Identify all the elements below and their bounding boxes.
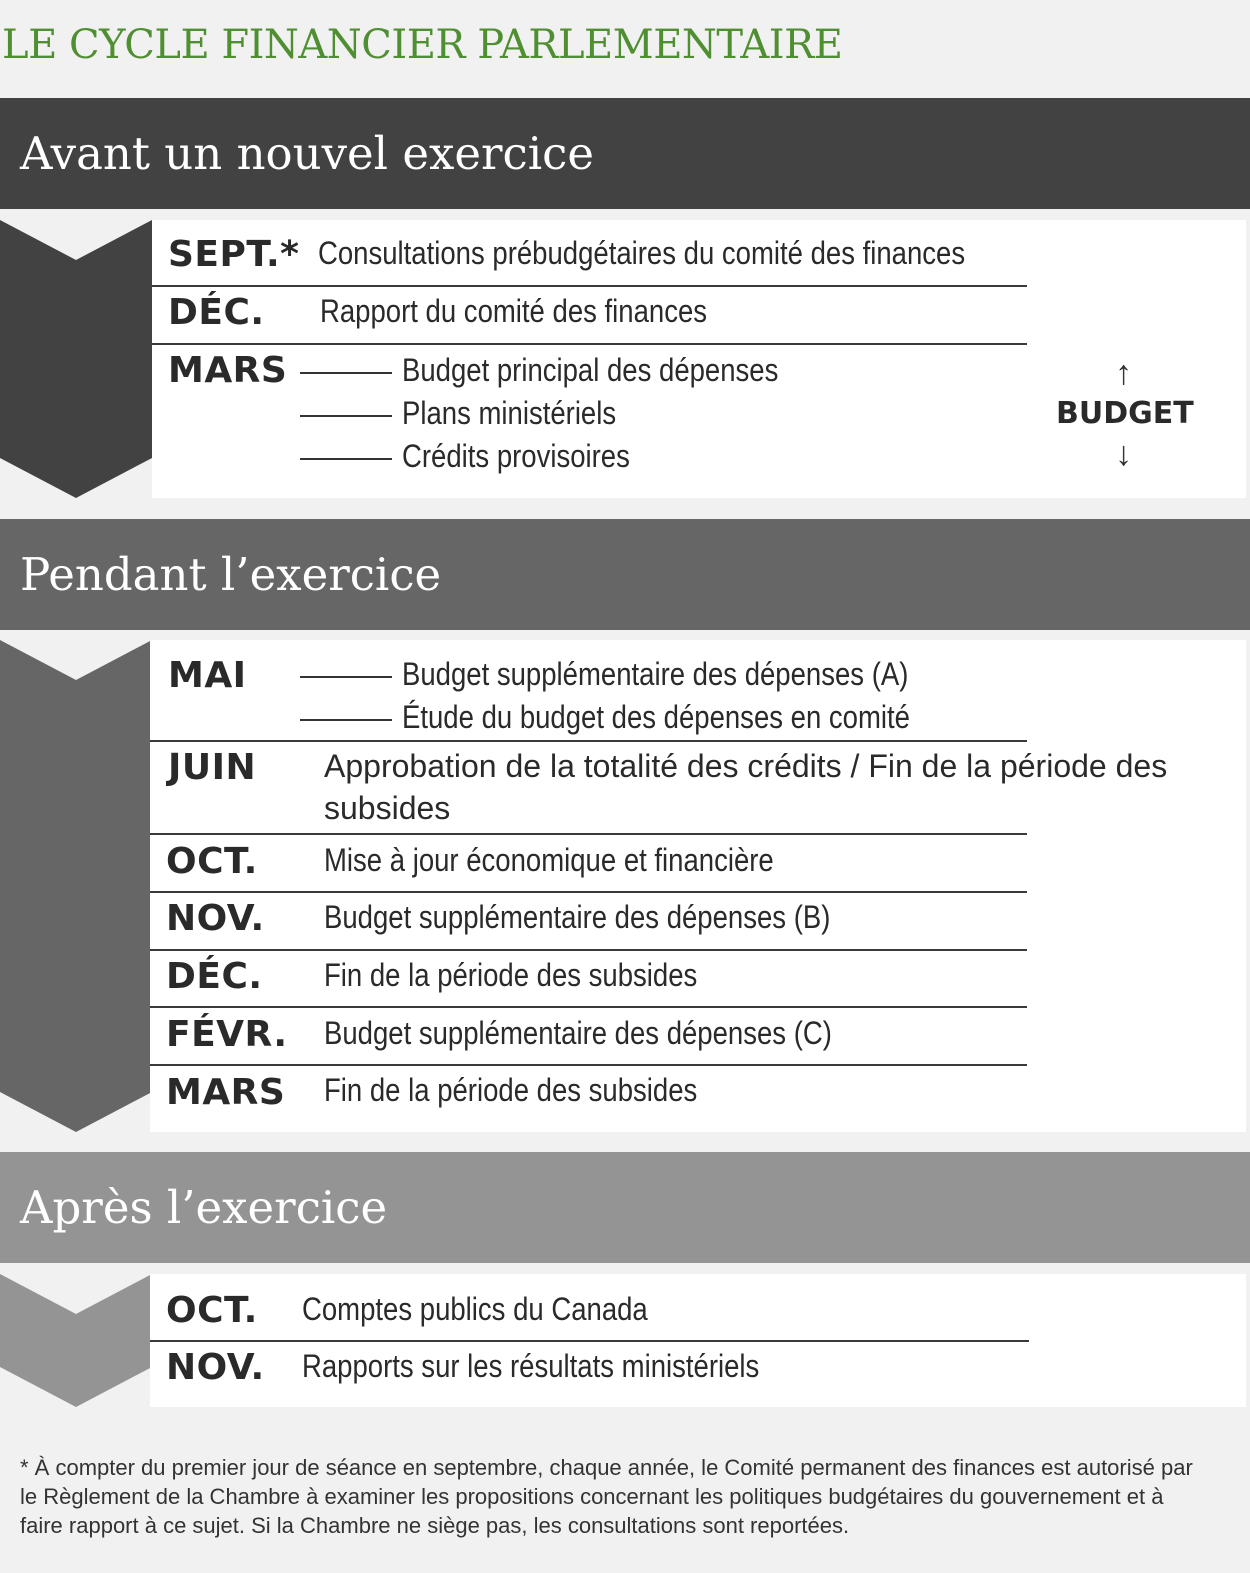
budget-label: BUDGET bbox=[1056, 396, 1194, 431]
divider bbox=[150, 833, 1027, 835]
event-text: Crédits provisoires bbox=[402, 438, 630, 474]
divider bbox=[150, 949, 1027, 951]
footnote: * À compter du premier jour de séance en septembre, chaque année, le Comité permanent des finances est autorisé par le Règlement de la Chambre à examiner les propositions concernant les politiques budgétaires du gouvernement et à faire rapport à ce sujet. Si la Chambre ne siège pas, les consultations sont reportées. bbox=[20, 1455, 1193, 1538]
chevron-arrow-icon bbox=[0, 640, 152, 1132]
event-text: Rapport du comité des finances bbox=[320, 293, 708, 329]
event-text: Budget supplémentaire des dépenses (C) bbox=[324, 1015, 832, 1051]
divider bbox=[150, 891, 1027, 893]
arrow-down-icon: ↓ bbox=[1115, 435, 1132, 473]
month-label: MAI bbox=[168, 655, 247, 696]
divider bbox=[150, 1340, 1029, 1342]
divider bbox=[150, 1064, 1027, 1066]
event-text: Budget principal des dépenses bbox=[402, 352, 779, 388]
event-text: Mise à jour économique et financière bbox=[324, 842, 774, 878]
month-label: NOV. bbox=[166, 898, 265, 939]
event-text: Plans ministériels bbox=[402, 395, 617, 431]
month-label: MARS bbox=[168, 350, 288, 391]
month-label: JUIN bbox=[168, 747, 257, 788]
arrow-up-icon: ↑ bbox=[1115, 354, 1132, 392]
event-text: Budget supplémentaire des dépenses (B) bbox=[324, 899, 831, 935]
month-label: OCT. bbox=[166, 841, 258, 882]
chevron-arrow-icon bbox=[0, 220, 152, 498]
divider bbox=[152, 343, 1027, 345]
event-text: Comptes publics du Canada bbox=[302, 1291, 648, 1327]
event-text: Approbation de la totalité des crédits / Fin de la période des subsides bbox=[324, 748, 1168, 826]
divider bbox=[150, 740, 1027, 742]
chevron-arrow-icon bbox=[0, 1274, 152, 1407]
month-label: SEPT.* bbox=[168, 234, 300, 275]
event-text: Budget supplémentaire des dépenses (A) bbox=[402, 656, 909, 692]
divider bbox=[150, 1006, 1027, 1008]
month-label: DÉC. bbox=[166, 956, 263, 997]
connector-line bbox=[300, 415, 392, 417]
connector-line bbox=[300, 719, 392, 721]
event-text: Fin de la période des subsides bbox=[324, 1072, 698, 1108]
event-text: Étude du budget des dépenses en comité bbox=[402, 699, 910, 735]
connector-line bbox=[300, 676, 392, 678]
divider bbox=[152, 285, 1027, 287]
month-label: NOV. bbox=[166, 1347, 265, 1388]
section-header-pendant: Pendant l’exercice bbox=[0, 519, 1250, 630]
page-title: LE CYCLE FINANCIER PARLEMENTAIRE bbox=[2, 22, 843, 68]
event-text: Rapports sur les résultats ministériels bbox=[302, 1348, 760, 1384]
connector-line bbox=[300, 372, 392, 374]
connector-line bbox=[300, 458, 392, 460]
month-label: DÉC. bbox=[168, 292, 265, 333]
month-label: OCT. bbox=[166, 1290, 258, 1331]
section-header-avant: Avant un nouvel exercice bbox=[0, 98, 1250, 209]
event-text: Consultations prébudgétaires du comité des finances bbox=[318, 235, 966, 271]
month-label: MARS bbox=[166, 1072, 286, 1113]
month-label: FÉVR. bbox=[166, 1014, 288, 1055]
section-header-apres: Après l’exercice bbox=[0, 1152, 1250, 1263]
event-text: Fin de la période des subsides bbox=[324, 957, 698, 993]
